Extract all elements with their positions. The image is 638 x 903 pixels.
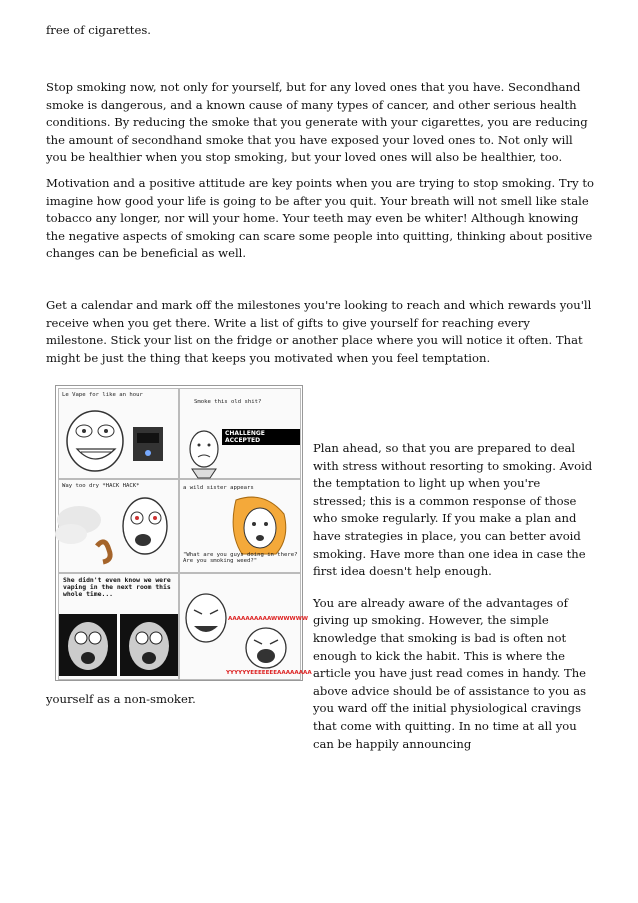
comic-caption: Way too dry *HACK HACK* [62,483,140,489]
coughing-face-icon [59,480,178,572]
paragraph-plan-ahead: Plan ahead, so that you are prepared to deal with stress without resorting to smoking. Avoid the temptation to light up when you're stressed; this is a common response of those who smoke regularly. If you make a plan and have strategies in place, you can better avoid smoking. Have more than one idea in case the first idea doesn't help enough. [313,441,593,579]
comic-caption: a wild sister appears [183,485,254,491]
paragraph-intro: free of cigarettes. [46,23,151,37]
paragraph-motivation: Motivation and a positive attitude are key points when you are trying to stop smoking. Try to imagine how good your life is going to be after you quit. Your breath will not smell like stale tobacco any longer, nor will your home. Your teeth may even be whiter! Although knowing the negative aspects of smoking can scare some people into quitting, thinking about positive changes can be beneficial as well. [46,176,595,261]
shocked-faces-icon [59,574,178,679]
comic-panel-1 [58,388,179,479]
comic-panel-3 [58,479,179,573]
comic-caption-quote: "What are you guys doing in there? Are you smoking weed?" [183,552,298,564]
laughing-face-icon [59,389,178,478]
paragraph-secondhand-smoke: Stop smoking now, not only for yourself, but for any loved ones that you have. Secondhand smoke is dangerous, and a known cause of many types of cancer, and other serious health conditions. By reducing the smoke that you generate with your cigarettes, you are reducing the amount of secondhand smoke that you have exposed your loved ones to. Not only will you be healthier when you stop smoking, but your loved ones will also be healthier, too. [46,80,588,165]
paragraph-advantages: You are already aware of the advantages of giving up smoking. However, the simple knowledge that smoking is bad is often not enough to kick the habit. This is where the article you have just read comes in handy. The above advice should be of assistance to you as you ward off the initial physiological cravings that come with quitting. In no time at all you can be happily announcing [313,595,587,751]
comic-panel-4 [179,479,301,573]
side-text-column [313,440,593,767]
comic-panel-5 [58,573,179,680]
yelling-faces-icon [180,574,300,679]
comic-scream-bottom: YYYYYYEEEEEEEAAAAAAAA [226,670,312,676]
comic-caption: Le Vape for like an hour [62,392,143,398]
comic-scream-top: AAAAAAAAAAWWWWWW [228,616,309,622]
comic-panel-6 [179,573,312,680]
challenge-accepted-badge: CHALLENGE ACCEPTED [222,429,300,445]
rage-comic-image [55,385,312,681]
challenge-face-icon [180,389,300,478]
paragraph-tail: yourself as a non-smoker. [46,692,196,706]
comic-caption: She didn't even know we were vaping in the next room this whole time... [63,576,171,598]
comic-caption: Smoke this old shit? [194,399,262,405]
paragraph-calendar: Get a calendar and mark off the milestones you're looking to reach and which rewards you'll receive when you get there. Write a list of gifts to give yourself for reaching every milestone. Stick your list on the fridge or another place where you will notice it often. That might be just the thing that keeps you motivated when you feel temptation. [46,298,592,365]
comic-panel-2 [179,388,301,479]
